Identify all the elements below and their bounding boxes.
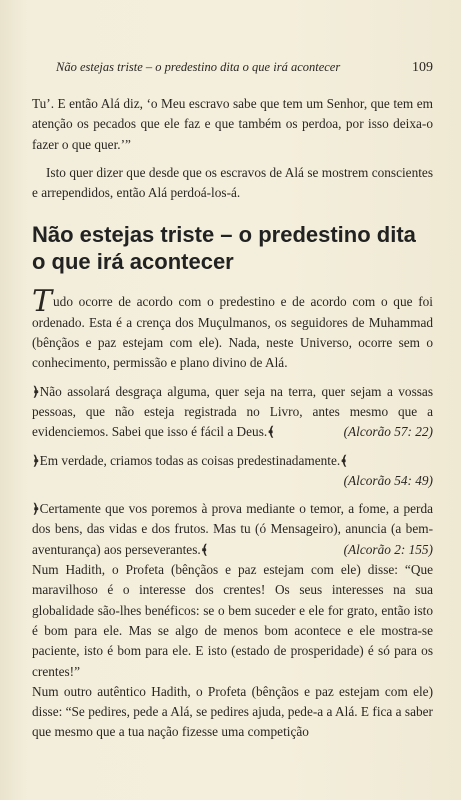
paragraph-explanation: Isto quer dizer que desde que os escravos de Alá se mostrem conscientes e arrependidos, então Alá perdoá-los-á. (32, 164, 433, 201)
intro-paragraph (32, 284, 433, 373)
quote-text: Certamente que vos poremos à prova mediante o temor, a fome, a perda dos bens, das vidas e dos frutos. Mas tu (ó Mensageiro), anuncia (a bem-aventurança) aos perseverantes. (32, 501, 433, 557)
quran-quote-1 (32, 382, 433, 443)
section-heading: Não estejas triste – o predestino dita o que irá acontecer (32, 222, 416, 275)
quote-citation: (Alcorão 57: 22) (343, 424, 433, 440)
page-header (40, 60, 433, 76)
running-title: Não estejas triste – o predestino dita o que irá acontecer (56, 60, 341, 74)
ornate-bracket-open-icon: ﴿ (32, 501, 40, 517)
ornate-bracket-close-icon: ﴾ (200, 541, 209, 557)
paragraph-continuation: Tu’. E então Alá diz, ‘o Meu escravo sabe que tem um Senhor, que tem em atenção os pecados que ele faz e que também os perdoa, por isso deixa-o fazer o que quer.’” (32, 96, 433, 152)
quote-text: Não assolará desgraça alguma, quer seja na terra, quer sejam a vossas pessoas, que não esteja registrada no Livro, antes mesmo que a evidenciemos. Sabei que isso é fácil a Deus. (32, 383, 433, 440)
quote-text: Em verdade, criamos todas as coisas predestinadamente. (39, 452, 341, 468)
hadith-paragraph-2: Num outro autêntico Hadith, o Profeta (bênçãos e paz estejam com ele) disse: “Se pedires, pede a Alá, se pedires ajuda, pede-a a Alá. E fica a saber que mesmo que a tua nação fizesse uma competição (32, 683, 433, 740)
ornate-bracket-open-icon: ﴿ (32, 383, 40, 399)
ornate-bracket-close-icon: ﴾ (267, 424, 275, 440)
page-number: 109 (412, 60, 433, 75)
ornate-bracket-close-icon: ﴾ (340, 452, 348, 468)
drop-cap: T (32, 284, 53, 320)
quote-citation: (Alcorão 54: 49) (343, 472, 433, 488)
page-body (32, 94, 433, 743)
intro-text: udo ocorre de acordo com o predestino e de acordo com o que foi ordenado. Esta é a crença dos Muçulmanos, os seguidores de Muhammad (bênçãos e paz estejam com ele). Nada, neste Universo, ocorre sem o conhecimento, permissão e plano divino de Alá. (32, 294, 433, 371)
quote-citation: (Alcorão 2: 155) (343, 541, 433, 557)
quran-quote-3 (32, 499, 433, 560)
quote-citation-line (32, 471, 433, 491)
quran-quote-2 (32, 451, 433, 471)
ornate-bracket-open-icon: ﴿ (32, 452, 40, 468)
hadith-paragraph-1: Num Hadith, o Profeta (bênçãos e paz estejam com ele) disse: “Que maravilhoso é o interesse dos crentes! Os seus interesses na sua globalidade são-lhes benéficos: se o bem suceder e ele for grato, então isto é bom para ele. Mas se algo de menos bom acontece e ele mostra-se paciente, isto é bom para ele. E isto (estado de prosperidade) é só para os crentes!” (32, 562, 433, 679)
